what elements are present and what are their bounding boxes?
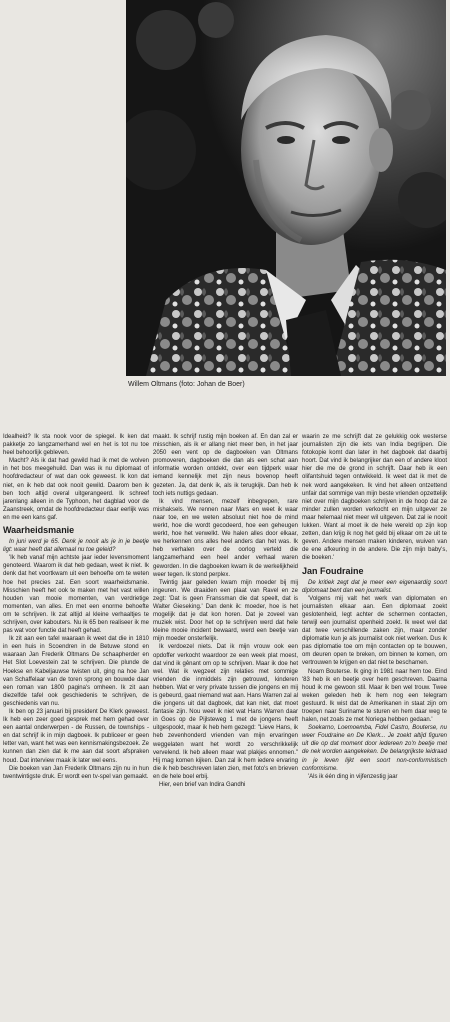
paragraph: Macht? Als ik dat had gewild had ik met de wolven in het bos meegehuild. Dan was ik nu diplomaat of hoofdredacteur of wat dan ook geweest. Ik kon dat niet, en ik heb dat ook nooit gewild. Daarom ben ik ben toch altijd overal uitgerangeerd. Ik schreef jarenlang alleen in de Typhoon, het dagblad voor de Zaanstreek, omdat de hoofdredacteur daar eerlijk was en me een kans gaf. — [3, 458, 149, 521]
section-heading: Jan Foudraine — [302, 565, 364, 576]
paragraph: 'Volgens mij valt het werk van diplomaten en journalisten elkaar aan. Een diplomaat zoekt geslotenheid, legt achter de schermen contacten, terwijl een journalist openheid zoekt. Ik weet wel dat dat twee verschillende zaken zijn, maar zonder diplomatie kun je als journalist ook niet werken. Dus ik pas diplomatie toe om mijn contacten op te bouwen, om deuren open te breken, om binnen te komen, om vertrouwen te krijgen en dat niet te beschamen. — [302, 595, 447, 667]
paragraph: Twintig jaar geleden kwam mijn moeder bij mij ingeuren. We draaiden een plaat van Ravel en ze zegt: 'Dat is geen Franssman die dat speelt, dat is Walter Gieseking.' Dan denk ik: moeder, hoe is het mogelijk dat je dat kon horen. Dat je zoveel van muziek wist. Door het op te schrijven werd dat hele kleine mooie incident bewaard, werd een beetje van mijn moeder onsterfelijk. — [153, 579, 298, 643]
portrait-image — [126, 0, 446, 376]
paragraph: Ik vind mensen, mezelf inbegrepen, rare mishaksels. We rennen naar Mars en weet ik waar naar toe, en we weten absoluut niet hoe de mind werkt, hoe die wordt gecodeerd, hoe een geheugen werkt, hoe het verwelkt. We halen alles door elkaar, we herkennen ons alles heel anders dan het was. Ik heb verhalen over de oorlog verteld die langzamerhand een heel ander verhaal waren geworden. In die dagboeken kwam ik de werkelijkheid weer tegen. Ik stond perplex. — [153, 498, 298, 578]
paragraph: Ik verdoezel niets. Dat ik mijn vrouw ook een opdoffer verkocht waardoor ze een week plat moest, dat vind ik gênant om op te schrijven. Maar ik doe het wel. Wat ik wegzeet zijn relaties met sommige vrienden die inmiddels zijn getrouwd, kinderen hebben. Wat er very private tussen die jongens en mij is gebeurd, gaat niemand wat aan. Hans Warren zal al die jongens uit dat dagboek, dat kan niet, dat moet fantasie zijn. Nou weet ik niet wat Hans Warren daar in Goes op de Pijlsteweg 1 met de jongens heeft uitgespookt, maar ik heb hem gezegd: "Lieve Hans, ik heb zevenhonderd vrienden van mijn ervaringen weggelaten want het wordt zo verschrikkelijk vervelend. Ik heb alleen maar wat plakjes ennomen." Hij mag komen kijken. Dan zal ik hem iedere ervaring die ik heb beschreven laten zien, met foto's en brieven en de hele boel erbij. — [153, 644, 298, 780]
paragraph: Ik zit aan een tafel waaraan ik weet dat die in 1810 in een huis in Scoendren in de Betuwe stond en waaraan Jan Frederik Oltmans De schaapherder en Het Slot Loevestein zat te schrijven. Die plunde de Hoekse en Kabeljauwse twisten uit, ging na hoe Jan van Schaffelaar van de toren sprong en bouwde daar een roman van 1800 pagina's omheen. Ik zit aan diezelfde tafel ook geschiedenis te schrijven, de geschiedenis van nu. — [3, 636, 149, 707]
paragraph: 'Ik heb vanaf mijn achtste jaar ieder levensmoment genoteerd. Waarom ik dat heb gedaan, weet ik niet. Ik denk dat het voortkwam uit een behoefte om te weten hoe het precies zat. Een soort waarheidsmanie. Misschien heeft het ook te maken met het vast willen houden van mooie momenten, van verdrietige momenten, van alles. En met een enorme behoefte om te schrijven. Ik zat altijd al kleine verhaaltjes te schrijven, over kabouters. Nu ik 65 ben realiseer ik me pas wat voor functie dat heeft gehad. — [3, 555, 149, 635]
paragraph: Ik ben op 23 januari bij president De Klerk geweest. Ik heb een zeer goed gesprek met hem gehad over een aantal onderwerpen - de Russen, de townships - en dat schrijf ik in mijn dagboek. Ik publiceer er geen letter van, want het was een kennismakingsbezoek. Ze kunnen dan zien dat ik me aan dat soort afspraken houd. Dat interview maak ik later wel eens. — [3, 709, 149, 764]
photo-caption: Willem Oltmans (foto: Johan de Boer) — [128, 381, 245, 388]
paragraph: Die boeken van Jan Frederik Oltmans zijn nu in hun twentwintigste druk. Er wordt een tv-spel van gemaakt. — [3, 765, 149, 780]
paragraph: 'Als ik één ding in vijfenzestig jaar — [308, 773, 398, 780]
interview-question: De kritiek zegt dat je meer een eigenaardig soort diplomaat bent dan een journalist. — [302, 579, 447, 594]
article-column-2 — [153, 433, 298, 1019]
paragraph: Hier, een brief van Indira Gandhi — [159, 782, 246, 789]
interview-question: Soekarno, Loemoemba, Fidel Castro, Bouterse, nu weer Foudraine en De Klerk... Je zoekt altijd figuren uit die op dat moment door iedereen zo'n beetje met de nek worden aangekeken. De belangrijkste leidraad in je leven lijkt een soort non-conformistisch conformisme. — [302, 725, 447, 772]
section-heading: Waarheidsmanie — [3, 525, 75, 536]
article-column-3 — [302, 433, 447, 1019]
article-column-1 — [3, 433, 149, 1019]
paragraph: maakt. Ik schrijf rustig mijn boeken af. En dan zal er misschien, als ik er allang niet meer ben, in het jaar 2050 een vent op de dagboeken van Oltmans promoveren, dagboeken die dan als een schat aan informatie worden ontdekt, over een tijdperk waar iemand kennelijk met zijn neus bovenop heeft gezeten. Ja, dat denk ik, als ik terugkijk. Dan heb ik toch iets nuttigs gedaan. — [153, 434, 298, 497]
paragraph: Noam Bouterse. Ik ging in 1981 naar hem toe. Eind '83 heb ik en beetje over hem geschreven. Daarna houd ik me gewoon stil. Maar ik ben wel trouw. Twee weken geleden heb ik hem nog een telegram gestuurd. Ik wist dat de Amerikanen in staat zijn om troepen naar Suriname te sturen en hem daar weg te halen, net zoals ze met Noriega hebben gedaan.' — [302, 668, 447, 724]
paragraph: waarin ze me schrijft dat ze gelukkig ook westerse journalisten zijn die iets van India begrijpen. Die fotokopie komt dan later in het dagboek dat daarbij hoort. Dat vind ik belangrijker dan een of andere kloot hier die me de grond in schrijft. Daar heb ik een olifantshuid tegen ontwikkeld. Ik weet dat ik met de nek word aangekeken. Ik vind het alleen ontzettend unfair dat sommige van mijn beste vrienden opzettelijk niet over mijn dagboeken schrijven in de hoop dat ze minder zullen worden verkocht en mijn uitgever ze maar helemaal niet meer wil uitgeven. Dat zal ie nooit lukken. Want al moet ik de hele wereld op zijn kop zetten, dan krijg ik nog het geld bij elkaar om ze uit te geven. Andere mensen maken kinderen, wuiven van de ene afkeuring in de andere. Die zijn mijn baby's, die boeken.' — [302, 434, 447, 562]
paragraph: Idealheid? Ik sta nook voor de spiegel. Ik ken dat pakketje zo langzamerhand wel en het is tot nu toe heel behoorlijk gebleven. — [3, 434, 149, 457]
interview-question: In juni werd je 65. Denk je nooit als je in je beetje ligt: waar heeft dat allemaal nu toe geleid? — [3, 539, 149, 554]
portrait-photo — [126, 0, 446, 376]
